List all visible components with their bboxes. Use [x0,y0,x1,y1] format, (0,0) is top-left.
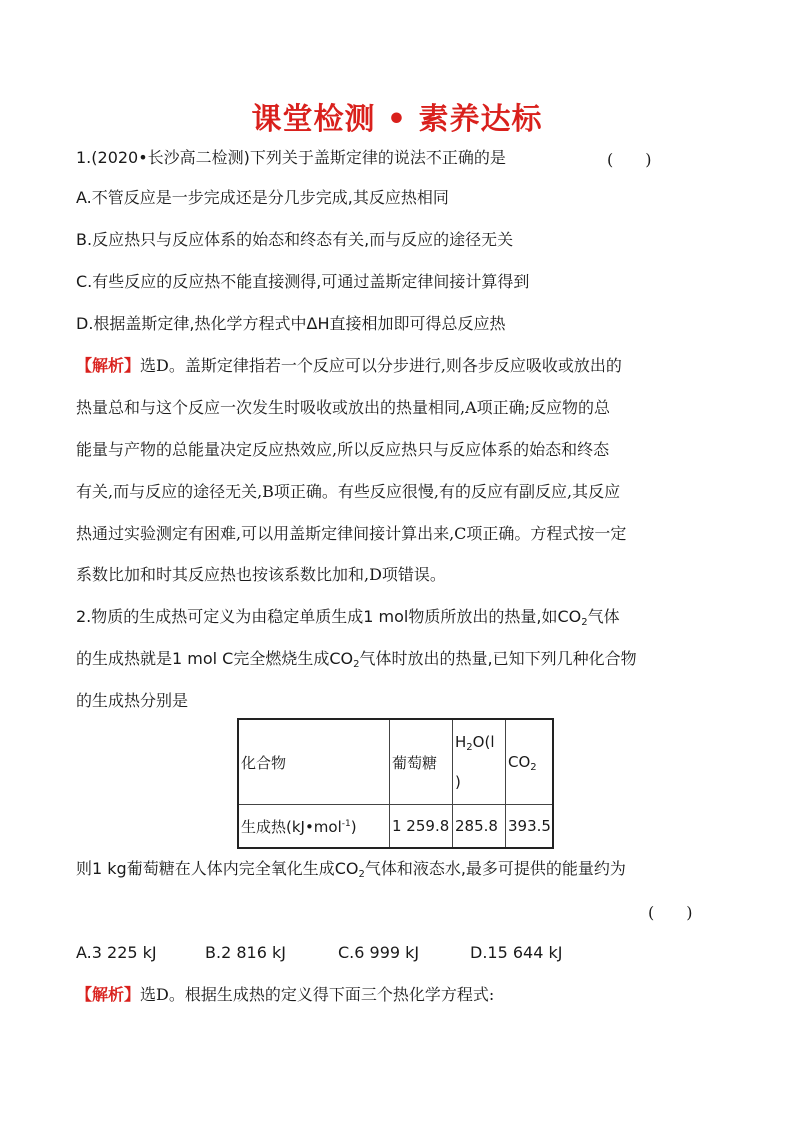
q2-stem-line-2: 的生成热就是1 mol C完全燃烧生成$CO_2$气体时放出的热量,已知下列几种化合物 [76,649,637,670]
table-row [238,805,553,849]
q1-stem: 1.(2020•长沙高二检测)下列关于盖斯定律的说法不正确的是 [76,148,506,167]
q2-stem-line-4: 则1 kg葡萄糖在人体内完全氧化生成$CO_2$气体和液态水,最多可提供的能量约为 [76,859,626,880]
q2-stem-line-1: 2.物质的生成热可定义为由稳定单质生成1 mol物质所放出的热量,如$CO_2$气体 [76,607,620,628]
table-cell: 生成热(kJ•mol$^{-1}$) [238,805,390,849]
q1-answer-paren: ( ) [607,150,652,169]
q1-analysis-line-4: 有关,而与反应的途径无关,B项正确。有些反应很慢,有的反应有副反应,其反应 [76,482,621,501]
table-cell: $H_2O(l$ ) [453,719,506,805]
q2-option-d: D.15 644 kJ [470,943,563,962]
q1-analysis-line-6: 系数比加和时其反应热也按该系数比加和,D项错误。 [76,565,446,584]
q2-stem-line-3: 的生成热分别是 [76,691,189,710]
q1-analysis-line-2: 热量总和与这个反应一次发生时吸收或放出的热量相同,A项正确;反应物的总 [76,398,611,417]
table-header-row [238,719,553,805]
q2-analysis: 【解析】选D。根据生成热的定义得下面三个热化学方程式: [76,985,495,1004]
table-cell: 化合物 [238,719,390,805]
table-cell: 葡萄糖 [390,719,453,805]
q1-analysis-line-5: 热通过实验测定有困难,可以用盖斯定律间接计算出来,C项正确。方程式按一定 [76,524,627,543]
page-title: 课堂检测 • 素养达标 [251,102,543,137]
q2-analysis-label: 【解析】 [76,985,141,1004]
formation-heat-table [237,718,554,849]
q1-analysis-line-3: 能量与产物的总能量决定反应热效应,所以反应热只与反应体系的始态和终态 [76,440,610,459]
q2-answer-paren: ( ) [648,903,693,922]
q1-option-b: B.反应热只与反应体系的始态和终态有关,而与反应的途径无关 [76,230,514,249]
q1-option-d: D.根据盖斯定律,热化学方程式中ΔH直接相加即可得总反应热 [76,314,506,333]
q1-option-a: A.不管反应是一步完成还是分几步完成,其反应热相同 [76,188,449,207]
table-cell: $CO_2$ [506,719,554,805]
table-cell: 1 259.8 [390,805,453,849]
q1-option-c: C.有些反应的反应热不能直接测得,可通过盖斯定律间接计算得到 [76,272,530,291]
q2-option-a: A.3 225 kJ [76,943,157,962]
q2-option-b: B.2 816 kJ [205,943,286,962]
table-cell: 393.5 [506,805,554,849]
table-cell: 285.8 [453,805,506,849]
q1-analysis-label: 【解析】 [76,356,141,375]
q1-analysis-line-1: 【解析】选D。盖斯定律指若一个反应可以分步进行,则各步反应吸收或放出的 [76,356,622,375]
q2-option-c: C.6 999 kJ [338,943,420,962]
